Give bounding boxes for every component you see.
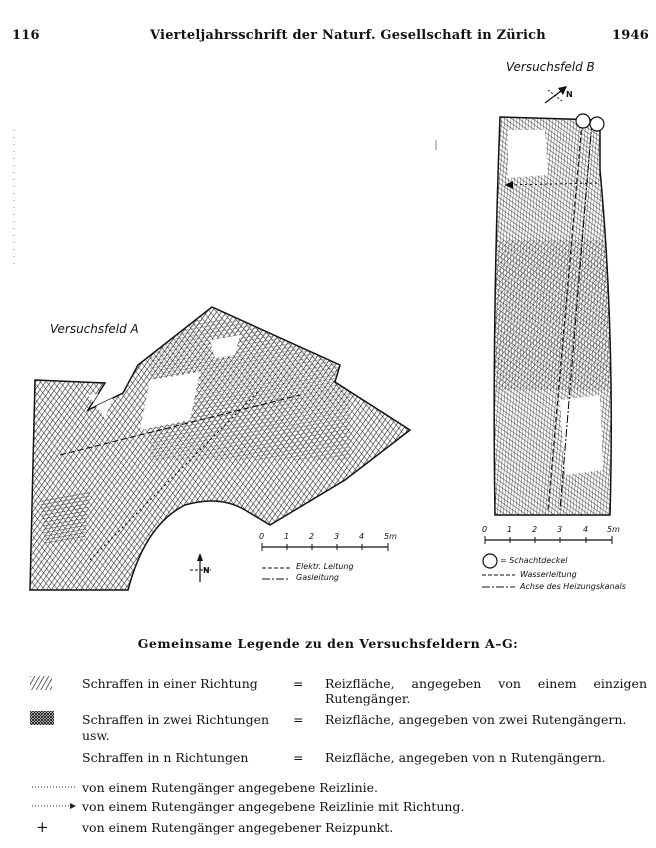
scale-b-tick: 1 [507, 525, 513, 534]
line-legend-item: von einem Rutengänger angegebene Reizlinie mit Richtung. [82, 799, 465, 814]
field-b-title: Versuchsfeld B [506, 60, 595, 74]
legend-term: Schraffen in einer Richtung [82, 676, 258, 691]
scale-b-tick: 3 [557, 525, 563, 534]
running-header: Vierteljahrsschrift der Naturf. Gesellschaft in Zürich [150, 28, 546, 43]
legend-etc: usw. [82, 728, 110, 743]
field-a-title: Versuchsfeld A [50, 322, 139, 336]
legend-term: Schraffen in zwei Richtungen [82, 712, 270, 727]
scale-a-tick: 3 [334, 532, 340, 541]
legend-term: Schraffen in n Richtungen [82, 750, 249, 765]
gas-line-label: Gasleitung [296, 573, 339, 582]
scale-a-tick: 5m [384, 532, 397, 541]
field-a-scale-bar [262, 543, 388, 551]
scale-b-tick: 5m [607, 525, 620, 534]
scale-a-tick: 2 [309, 532, 315, 541]
legend-equals: = [293, 750, 304, 765]
electric-line-label: Elektr. Leitung [296, 562, 354, 571]
reizpunkt-symbol-icon: + [36, 818, 49, 836]
scale-a-tick: 4 [359, 532, 365, 541]
legend-desc: Reizfläche, angegeben von zwei Rutengängern. [325, 712, 627, 727]
field-b-map [490, 110, 620, 520]
line-legend-item: von einem Rutengänger angegebener Reizpunkt. [82, 820, 394, 835]
scale-a-tick: 0 [259, 532, 265, 541]
hatch-one-direction-icon [30, 676, 52, 690]
legend-title: Gemeinsame Legende zu den Versuchsfeldern A–G: [137, 636, 519, 651]
scale-b-tick: 2 [532, 525, 538, 534]
legend-desc: Reizfläche, angegeben von einem einzigen Rutengänger. [325, 676, 647, 706]
scale-b-tick: 4 [583, 525, 589, 534]
page-year: 1946 [612, 28, 649, 43]
scale-b-tick: 0 [482, 525, 488, 534]
line-legend-item: von einem Rutengänger angegebene Reizlinie. [82, 780, 378, 795]
north-a-label: N [203, 566, 210, 575]
manhole-symbol-icon [483, 554, 497, 568]
field-a-map [30, 300, 410, 600]
hatch-two-directions-icon [30, 711, 54, 725]
field-b-scale-bar [485, 536, 612, 544]
north-b-label: N [566, 90, 573, 99]
water-line-label: Wasserleitung [520, 570, 577, 579]
heating-axis-label: Achse des Heizungskanals [520, 582, 626, 591]
scale-a-tick: 1 [284, 532, 290, 541]
legend-desc: Reizfläche, angegeben von n Rutengängern. [325, 750, 606, 765]
legend-equals: = [293, 712, 304, 727]
legend-equals: = [293, 676, 304, 691]
manhole-label: = Schachtdeckel [500, 556, 568, 565]
page-number: 116 [12, 28, 40, 43]
north-arrow-b-icon [545, 86, 567, 103]
